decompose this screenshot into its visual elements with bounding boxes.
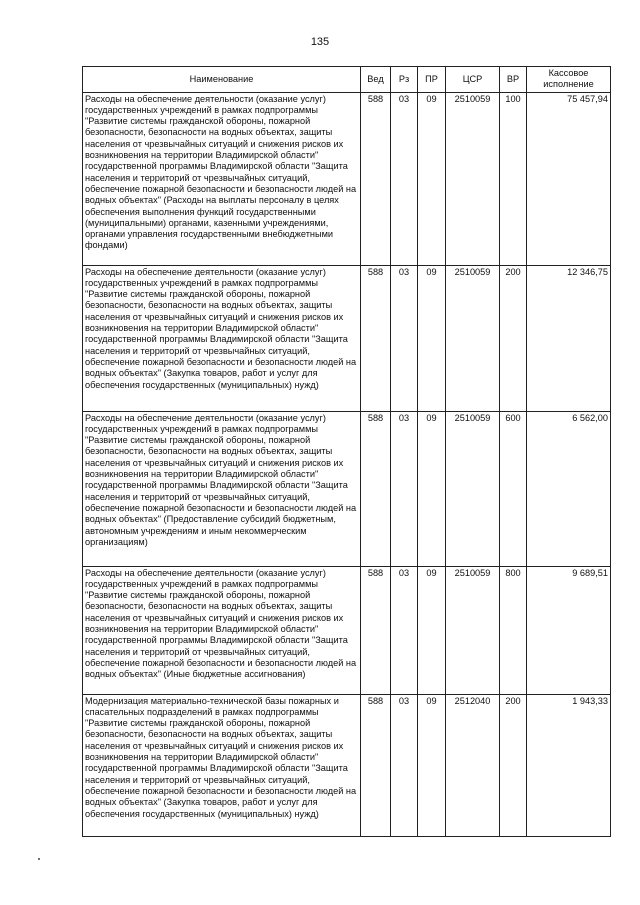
row-ved: 588 (361, 566, 391, 694)
page-number: 135 (310, 36, 330, 48)
row-ved: 588 (361, 92, 391, 265)
row-pr: 09 (418, 411, 446, 566)
row-rz: 03 (391, 265, 418, 411)
table-header-row (83, 67, 611, 93)
row-pr: 09 (418, 694, 446, 836)
table-row (83, 566, 611, 694)
row-name: Расходы на обеспечение деятельности (оказание услуг) государственных учреждений в рамках подпрограммы "Развитие системы гражданской обороны, пожарной безопасности, безопасности на водных объектах, защиты населения от чрезвычайных ситуаций и снижения рисков их возникновения на территории Владимирской области" государственной программы Владимирской области "Защита населения и территорий от чрезвычайных ситуаций, обеспечение пожарной безопасности и безопасности людей на водных объектах" (Иные бюджетные ассигнования) (83, 566, 361, 694)
row-vr: 600 (500, 411, 527, 566)
row-csr: 2512040 (446, 694, 500, 836)
row-name: Расходы на обеспечение деятельности (оказание услуг) государственных учреждений в рамках подпрограммы "Развитие системы гражданской обороны, пожарной безопасности, безопасности на водных объектах, защиты населения от чрезвычайных ситуаций и снижения рисков их возникновения на территории Владимирской области" государственной программы Владимирской области "Защита населения и территорий от чрезвычайных ситуаций, обеспечение пожарной безопасности и безопасности людей на водных объектах" (Закупка товаров, работ и услуг для обеспечения государственных (муниципальных) нужд) (83, 265, 361, 411)
row-rz: 03 (391, 566, 418, 694)
table-row (83, 265, 611, 411)
table-row (83, 92, 611, 265)
header-name: Наименование (83, 67, 361, 93)
row-sum: 1 943,33 (527, 694, 611, 836)
row-pr: 09 (418, 92, 446, 265)
row-vr: 200 (500, 265, 527, 411)
row-name: Модернизация материально-технической базы пожарных и спасательных подразделений в рамках подпрограммы "Развитие системы гражданской обороны, пожарной безопасности, безопасности на водных объектах, защиты населения от чрезвычайных ситуаций и снижения рисков их возникновения на территории Владимирской области" государственной программы Владимирской области "Защита населения и территорий от чрезвычайных ситуаций, обеспечение пожарной безопасности и безопасности людей на водных объектах" (Закупка товаров, работ и услуг для обеспечения государственных (муниципальных) нужд) (83, 694, 361, 836)
row-sum: 6 562,00 (527, 411, 611, 566)
table-row (83, 411, 611, 566)
row-csr: 2510059 (446, 265, 500, 411)
header-csr: ЦСР (446, 67, 500, 93)
row-ved: 588 (361, 411, 391, 566)
row-rz: 03 (391, 694, 418, 836)
row-rz: 03 (391, 411, 418, 566)
row-name: Расходы на обеспечение деятельности (оказание услуг) государственных учреждений в рамках подпрограммы "Развитие системы гражданской обороны, пожарной безопасности, безопасности на водных объектах, защиты населения от чрезвычайных ситуаций и снижения рисков их возникновения на территории Владимирской области" государственной программы Владимирской области "Защита населения и территорий от чрезвычайных ситуаций, обеспечение пожарной безопасности и безопасности людей на водных объектах" (Предоставление субсидий бюджетным, автономным учреждениям и иным некоммерческим организациям) (83, 411, 361, 566)
row-name: Расходы на обеспечение деятельности (оказание услуг) государственных учреждений в рамках подпрограммы "Развитие системы гражданской обороны, пожарной безопасности, безопасности на водных объектах, защиты населения от чрезвычайных ситуаций и снижения рисков их возникновения на территории Владимирской области" государственной программы Владимирской области "Защита населения и территорий от чрезвычайных ситуаций, обеспечение пожарной безопасности и безопасности людей на водных объектах" (Расходы на выплаты персоналу в целях обеспечения выполнения функций государственными (муниципальными) органами, казенными учреждениями, органами управления государственными внебюджетными фондами) (83, 92, 361, 265)
row-vr: 800 (500, 566, 527, 694)
row-pr: 09 (418, 566, 446, 694)
header-ved: Вед (361, 67, 391, 93)
row-ved: 588 (361, 265, 391, 411)
header-vr: ВР (500, 67, 527, 93)
header-rz: Рз (391, 67, 418, 93)
row-csr: 2510059 (446, 566, 500, 694)
budget-table (82, 66, 611, 837)
row-csr: 2510059 (446, 411, 500, 566)
header-sum: Кассовое исполнение (527, 67, 611, 93)
row-csr: 2510059 (446, 92, 500, 265)
row-sum: 75 457,94 (527, 92, 611, 265)
row-sum: 12 346,75 (527, 265, 611, 411)
table-row (83, 694, 611, 836)
row-sum: 9 689,51 (527, 566, 611, 694)
header-pr: ПР (418, 67, 446, 93)
row-rz: 03 (391, 92, 418, 265)
row-ved: 588 (361, 694, 391, 836)
row-vr: 100 (500, 92, 527, 265)
row-vr: 200 (500, 694, 527, 836)
row-pr: 09 (418, 265, 446, 411)
scan-speck (38, 858, 40, 860)
